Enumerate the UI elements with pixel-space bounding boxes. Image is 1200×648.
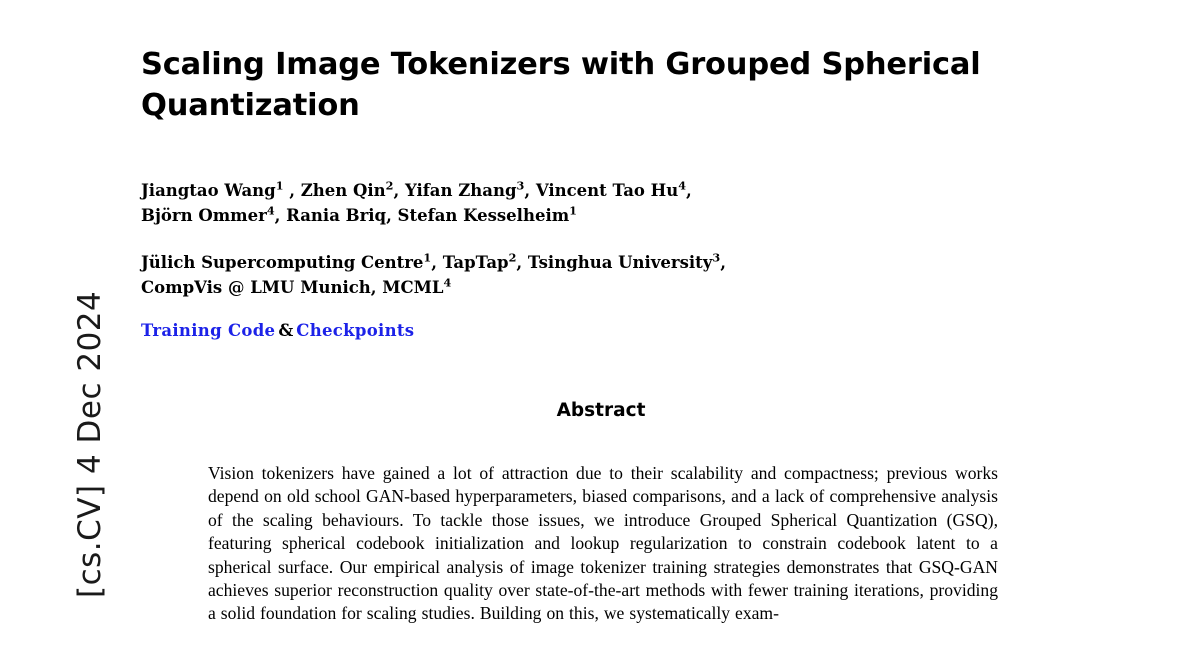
page-title: Scaling Image Tokenizers with Grouped Spherical Quantization [141,47,981,123]
affiliation-name: , Tsinghua University [516,253,713,272]
author-affiliation-marker: 3 [516,178,525,193]
author-list [141,178,1071,228]
author-affiliation-marker: 4 [678,178,687,193]
author-name: , Rania Briq, Stefan Kesselheim [274,206,570,225]
author-line-end: , [686,181,692,200]
author-line-1 [141,178,1071,203]
author-name: , Zhen Qin [289,181,386,200]
affiliation-line-end: , [720,253,726,272]
affiliation-name: CompVis @ LMU Munich, MCML [141,278,444,297]
abstract-paragraph: Vision tokenizers have gained a lot of attraction due to their scalability and compactness; previous works depend on old school GAN-based hyperparameters, biased comparisons, and a lack of comprehensive analysis of the scaling behaviours. To tackle those issues, we introduce Grouped Spherical Quantization (GSQ), featuring spherical codebook initialization and lookup regularization to constrain codebook latent to a spherical surface. Our empirical analysis of image tokenizer training strategies demonstrates that GSQ-GAN achieves superior reconstruction quality over state-of-the-art methods with fewer training iterations, providing a solid foundation for scaling studies. Building on this, we systematically exam- [208,463,998,624]
arxiv-stamp [0,0,108,648]
author-name: , Yifan Zhang [393,181,517,200]
author-affiliation-marker: 2 [385,178,394,193]
affiliation-marker: 2 [508,250,517,265]
affiliation-name: , TapTap [431,253,509,272]
affiliation-name: Jülich Supercomputing Centre [141,253,424,272]
training-code-link[interactable]: Training Code [141,321,276,340]
author-affiliation-marker: 4 [266,203,275,218]
affiliation-line-1 [141,250,1071,275]
affiliation-marker: 1 [423,250,432,265]
author-affiliation-marker: 1 [275,178,284,193]
affiliation-list [141,250,1071,300]
resource-links [141,321,414,340]
paper-page [86,0,1200,648]
affiliation-marker: 4 [443,275,452,290]
link-separator: & [278,321,294,340]
affiliation-line-2 [141,275,1071,300]
author-name: Björn Ommer [141,206,267,225]
checkpoints-link[interactable]: Checkpoints [296,321,415,340]
author-name: Jiangtao Wang [141,181,276,200]
arxiv-stamp-text: [cs.CV] 4 Dec 2024 [72,290,108,598]
author-line-2 [141,203,1071,228]
abstract-body [208,462,998,626]
abstract-heading: Abstract [556,400,646,421]
affiliation-marker: 3 [712,250,721,265]
author-name: , Vincent Tao Hu [524,181,679,200]
author-affiliation-marker: 1 [569,203,577,218]
